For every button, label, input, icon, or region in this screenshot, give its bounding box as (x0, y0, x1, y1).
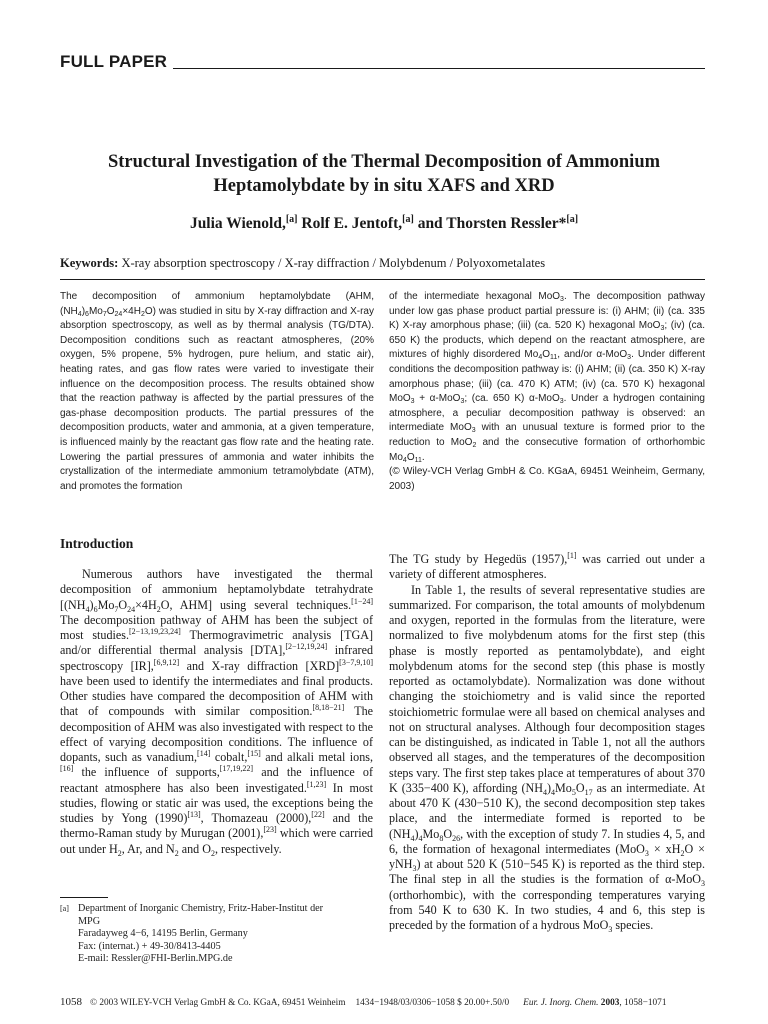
citation: [13] (187, 810, 201, 819)
body-text: In Table 1, the results of several representative studies are summarized. For comparison, the total amounts of molybdenum and oxygen, reported in the formulas from the literature, were normalized to five molybdenum atoms for the first step (this phase is mostly reported as pentamolybdate), and eight molybdenum atoms for the second step (this phase is mostly reported as octamolybdate). Normalization was done without changing the stoichiometry and is valid since the reported stoichiometric formulae were all based on chemical analyses and not on structural analyses. Although four decomposition stages can be distinguished, as indicated in Table 1, not all the authors observed all stages, and the temperatures of the decomposition steps vary. The first step takes place at temperatures of about 370 K (335−400 K), affording (NH (389, 582, 705, 795)
body-right-column: The TG study by Hegedüs (1957),[1] was carried out under a variety of different atmospheres. In Table 1, the results of several representative studies are summarized. For comparison, the total amounts of molybdenum and oxygen, reported in the formulas from the literature, were normalized to five molybdenum atoms for the first step (this phase is mostly reported as pentamolybdate), and eight molybdenum atoms for the second step (this phase is mostly reported as octamolybdate). Normalization was done without changing the stoichiometry and is valid since the reported stoichiometric formulae were all based on chemical analyses and not on structural analyses. Although four decomposition stages can be distinguished, as indicated in Table 1, not all the authors observed all stages, and the temperatures of the decomposition steps vary. The first step takes place at temperatures of about 370 K (335−400 K), affording $(NH_4)_4Mo_5O_{17}$ as an intermediate. At about 470 K (430−510 K), the second decomposition step takes place, and the intermediate formed is reported to be $(NH_4)_4Mo_8O_{26}$, with the exception of study 7. In studies 4, 5, and 6, the formation of hexagonal intermediates $(MoO_3 \times xH_2O \times yNH_3)$ at about 520 K (510−545 K) is reported as the third step. The final step in all the studies is the formation of α-MoO$_3$ (orthorhombic), with the corresponding temperatures varying from 540 K to 630 K. In two studies, 4 and 6, this step is preceded by the formation of a hydrous MoO$_3$ species. (389, 551, 706, 934)
body-text: Mo (97, 597, 115, 612)
footnote-rule (60, 897, 108, 898)
body-text: infrared spectroscopy [IR], (60, 643, 373, 673)
abstract-text: and the consecutive formation of orthorhombic Mo (389, 436, 705, 463)
body-text: Mo (422, 826, 440, 841)
journal-name: Eur. J. Inorg. Chem. (523, 998, 599, 1008)
abstract-text: . (421, 451, 425, 463)
footnote-line: Department of Inorganic Chemistry, Fritz-Haber-Institut der (78, 903, 324, 914)
body-text: ) (546, 780, 552, 795)
author-1: Julia Wienold, (189, 215, 286, 232)
abstract-text: ×4H (122, 305, 141, 317)
body-text: ) at about 520 K (510−545 K) is reported as the third step. The final step in all the studies is the formation of α-MoO (389, 857, 705, 887)
body-text: O (118, 597, 128, 612)
abstract-text: , and/or α-MoO (557, 349, 628, 361)
body-text: which were carried out under H (60, 826, 373, 856)
body-text: ) (414, 826, 419, 841)
body-text: , with the exception of study 7. In studies 4, 5, and 6, the formation of hexagonal intermediates (MoO (389, 826, 705, 856)
subscript: 2 (140, 310, 145, 318)
subscript: 7 (102, 310, 107, 318)
abstract-text: O (542, 349, 550, 361)
abstract-text: O) was studied in situ by X-ray diffraction and X-ray absorption spectroscopy, as well as by thermal analysis (TG/DTA). Decomposition conditions such as reactant atmospheres, (20% oxygen, 5% propene, 5% hydrogen, pure helium, and static air), heating rates, and gas flow rates were varied to investigate their influence on the decomposition process. The results obtained show that the reaction pathway is affected by the partial pressures of the gas-phase decomposition products. The partial pressures of the decomposition products, water and ammonia, at a given temperature, is influenced mainly by the reactant gas flow rate and the heating rate. Lowering the partial pressures of ammonia and water inhibits the crystallization of the intermediate ammonium tetramolybdate (ATM), and promotes the formation (60, 305, 374, 492)
citation: [17,19,22] (219, 764, 254, 774)
citation: [15] (247, 749, 261, 758)
keywords-label: Keywords: (60, 256, 119, 270)
body-text: , Ar, and N (121, 841, 175, 856)
body-left-column: Numerous authors have investigated the thermal decomposition of ammonium heptamolybdate tetrahydrate [$(NH_4)_6Mo_7O_{24}\times 4H_2O$, AHM] using several techniques.[1−24] The decomposition pathway of AHM has been the subject of most studies.[2−13,19,23,24] Thermogravimetric analysis [TGA] and/or differential thermal analysis [DTA],[2−12,19,24] infrared spectroscopy [IR],[6,9,12] and X-ray diffraction [XRD][3−7,9,10] have been used to identify the intermediates and final products. Other studies have compared the decomposition of AHM with that of compounds with similar composition.[8,18−21] The decomposition of AHM was also investigated with respect to the effect of varying decomposition conditions. The influence of dopants, such as vanadium,[14] cobalt,[15] and alkali metal ions,[16] the influence of supports,[17,19,22] and the influence of reactant atmosphere has also been investigated.[1,23] In most studies, flowing or static air was used, the exceptions being the studies by Yong (1990)[13], Thomazeau (2000),[22] and the thermo-Raman study by Murugan (2001),[23] which were carried out under $H_2$, Ar, and $N_2$ and $O_2$, respectively. (60, 567, 373, 858)
abstract-right-column: of the intermediate hexagonal MoO$_3$. The decomposition pathway under low gas phase product partial pressure is: (i) AHM; (ii) (ca. 335 K) X-ray amorphous phase; (iii) (ca. 520 K) hexagonal MoO$_3$; (iv) (ca. 650 K) the products, which depend on the reactant atmosphere, are mixtures of highly disordered $Mo_4O_{11}$, and/or α-MoO$_3$. Under different conditions the decomposition pathway is: (i) AHM; (ii) (ca. 350 K) X-ray amorphous phase; (iii) (ca. 470 K) ATM; (iv) (ca. 570 K) hexagonal MoO$_3$ + α-MoO$_3$; (ca. 650 K) α-MoO$_3$. Under a hydrogen containing atmosphere, a peculiar decomposition pathway is observed: an intermediate MoO$_3$ with an unusual texture is formed prior to the reduction to MoO$_2$ and the consecutive formation of orthorhombic $Mo_4O_{11}$. (© Wiley-VCH Verlag GmbH & Co. KGaA, 69451 Weinheim, Germany, 2003) (389, 291, 706, 492)
abstract-text: . Under a hydrogen containing atmosphere, a peculiar decomposition pathway is observed: an intermediate MoO (389, 393, 705, 434)
body-text: O, AHM] using several techniques. (160, 597, 352, 612)
abstract-text: ; (iv) (ca. 650 K) the products, which depend on the reactant atmosphere, are mixtures of highly disordered Mo (389, 320, 706, 361)
body-text: cobalt, (210, 750, 248, 764)
body-text: was carried out under a variety of different atmospheres. (389, 552, 705, 582)
abstract-text: of the intermediate hexagonal MoO (389, 291, 561, 302)
abstract-text: ; (ca. 650 K) α-MoO (464, 393, 560, 405)
author-2: Rolf E. Jentoft, (301, 215, 403, 232)
affiliation-mark: [a] (402, 214, 414, 225)
body-text: ×4H (135, 597, 157, 612)
body-text: , respectively. (214, 841, 282, 856)
keywords-text: X-ray absorption spectroscopy / X-ray diffraction / Molybdenum / Polyoxometalates (121, 256, 546, 270)
body-text: (orthorhombic), with the corresponding temperatures varying from 540 K to 630 K. In two studies, 4 and 6, this step is preceded by the formation of a hydrous MoO (389, 887, 705, 932)
body-text: O (575, 780, 585, 795)
keywords-rule (60, 279, 705, 280)
footnote-line: Faradayweg 4−6, 14195 Berlin, Germany (78, 928, 248, 940)
citation: [2−13,19,23,24] (128, 627, 181, 636)
body-text: The decomposition of AHM was also investigated with respect to the effect of varying decomposition conditions. The influence of dopants, such as vanadium, (60, 704, 373, 764)
citation: [8,18−21] (312, 703, 345, 713)
keywords (60, 255, 708, 271)
title-line-1: Structural Investigation of the Thermal Decomposition of Ammonium (107, 152, 661, 172)
journal-year: 2003 (600, 998, 620, 1008)
citation: [22] (311, 810, 325, 819)
subscript: 6 (85, 310, 89, 318)
abstract-text: . Under different conditions the decomposition pathway is: (i) AHM; (ii) (ca. 350 K) X-ray amorphous phase; (iii) (ca. 470 K) ATM; (iv) (ca. 570 K) hexagonal MoO (389, 349, 705, 405)
footnote-line: Fax: (internat.) + 49-30/8413-4405 (78, 940, 221, 952)
title-line-2: Heptamolybdate by in situ XAFS and XRD (213, 176, 555, 196)
author-3: and Thorsten Ressler* (417, 215, 567, 232)
body-text: and alkali metal ions, (260, 750, 373, 764)
page-footer (60, 996, 708, 1009)
citation: [1,23] (306, 779, 327, 789)
body-text: O × yNH (389, 841, 706, 871)
body-text: and the influence of reactant atmosphere has also been investigated. (60, 765, 373, 795)
footer-copyright: © 2003 WILEY-VCH Verlag GmbH & Co. KGaA, 69451 Weinheim (90, 998, 346, 1008)
body-text: have been used to identify the intermediates and final products. Other studies have compared the decomposition of AHM with that of compounds with similar composition. (60, 673, 373, 719)
body-text: and X-ray diffraction [XRD] (179, 658, 340, 673)
abstract-text: . The decomposition pathway under low gas phase product partial pressure is: (i) AHM; (ii) (ca. 335 K) X-ray amorphous phase; (iii) (ca. 520 K) hexagonal MoO (389, 291, 705, 332)
body-text: , Thomazeau (2000), (200, 811, 312, 825)
journal-pages: , 1058−1071 (619, 998, 667, 1008)
body-text: Numerous authors have investigated the thermal decomposition of ammonium heptamolybdate tetrahydrate [(NH (60, 567, 373, 612)
citation: [6,9,12] (153, 657, 180, 667)
article-title (60, 150, 708, 198)
citation: [23] (263, 825, 277, 835)
header-rule (173, 68, 705, 69)
citation: [1−24] (351, 596, 373, 606)
abstract-text: ) (81, 305, 86, 317)
body-text: and the thermo-Raman study by Murugan (2001), (60, 811, 373, 841)
body-text: and O (178, 841, 211, 856)
affiliation-footnote (60, 903, 373, 966)
citation: [14] (197, 749, 211, 758)
abstract-text: The decomposition of ammonium heptamolybdate (AHM, (NH (60, 291, 374, 317)
body-text: The TG study by Hegedüs (1957), (389, 552, 568, 566)
footnote-email: E-mail: Ressler@FHI-Berlin.MPG.de (78, 953, 233, 965)
body-text: × xH (648, 841, 681, 856)
section-header (60, 48, 705, 72)
citation: [3−7,9,10] (339, 657, 373, 667)
abstract-text: + α-MoO (414, 393, 461, 405)
abstract-text: Mo (88, 305, 103, 317)
body-text: the influence of supports, (73, 765, 220, 780)
body-text: ) (89, 597, 94, 612)
body-text: Thermogravimetric analysis [TGA] and/or differential thermal analysis [DTA], (60, 628, 373, 658)
body-text: In most studies, flowing or static air was used, the exceptions being the studies by Yong (1990) (60, 780, 373, 825)
author-list (60, 214, 708, 234)
citation: [2−12,19,24] (285, 642, 328, 652)
body-text: The decomposition pathway of AHM has been the subject of most studies. (60, 612, 373, 642)
footnote-mark: [a] (60, 904, 69, 913)
abstract-text: with an unusual texture is formed prior to the reduction to MoO (389, 422, 705, 448)
abstract-text: O (406, 451, 415, 463)
affiliation-mark: [a] (566, 214, 579, 225)
abstract-text: O (106, 305, 115, 317)
body-text: O (443, 826, 453, 841)
body-text: as an intermediate. At about 470 K (430−510 K), the second decomposition step takes place, and the intermediate formed is reported to be (NH (389, 780, 705, 841)
subscript: 4 (77, 310, 82, 318)
body-text: Mo (555, 780, 572, 795)
affiliation-mark: [a] (285, 214, 298, 225)
subscript: 24 (114, 310, 123, 318)
abstract-left-column (60, 290, 374, 494)
citation: [1] (567, 551, 577, 560)
footer-issn: 1434−1948/03/0306−1058 $ 20.00+.50/0 (355, 998, 510, 1008)
section-heading-introduction: Introduction (60, 536, 134, 551)
citation: [16] (60, 764, 74, 774)
body-text: species. (612, 918, 654, 932)
copyright-note: (© Wiley-VCH Verlag GmbH & Co. KGaA, 69451 Weinheim, Germany, 2003) (389, 466, 705, 492)
section-label: FULL PAPER (60, 52, 168, 71)
page-number: 1058 (60, 996, 82, 1008)
footnote-line: MPG (78, 915, 101, 927)
